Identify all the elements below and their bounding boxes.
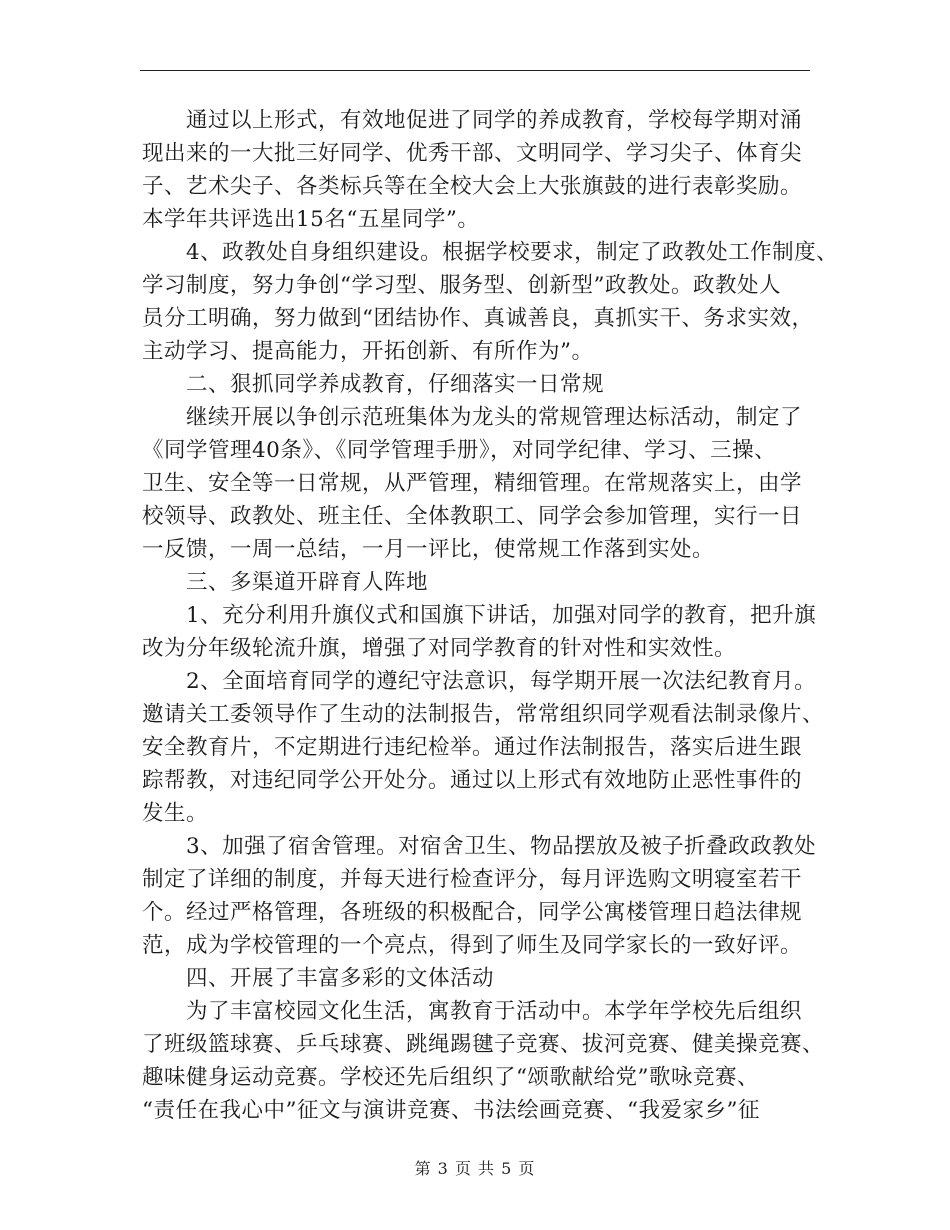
text-line: 1、充分利用升旗仪式和国旗下讲话，加强对同学的教育，把升旗	[186, 603, 817, 628]
text-line: 员分工明确，努力做到“团结协作、真诚善良，真抓实干、务求实效，	[142, 306, 814, 331]
text-line: 4、政教处自身组织建设。根据学校要求，制定了政教处工作制度、	[186, 240, 839, 265]
text-line: 安全教育片，不定期进行违纪检举。通过作法制报告，落实后进生跟	[142, 735, 803, 760]
text-line: 一反馈，一周一总结，一月一评比，使常规工作落到实处。	[142, 537, 715, 562]
text-line: 继续开展以争创示范班集体为龙头的常规管理达标活动，制定了	[186, 405, 803, 430]
text-line: 邀请关工委领导作了生动的法制报告，常常组织同学观看法制录像片、	[142, 702, 825, 727]
text-line: 学习制度，努力争创“学习型、服务型、创新型”政教处。政教处人	[142, 273, 781, 298]
text-line: 3、加强了宿舍管理。对宿舍卫生、物品摆放及被子折叠政政教处	[186, 834, 817, 859]
text-line: 发生。	[142, 801, 209, 826]
document-body	[142, 104, 839, 1127]
text-line: 主动学习、提高能力，开拓创新、有所作为”。	[142, 339, 594, 364]
section-heading: 二、狠抓同学养成教育，仔细落实一日常规	[186, 372, 605, 397]
text-line: 现出来的一大批三好同学、优秀干部、文明同学、学习尖子、体育尖	[142, 141, 803, 166]
text-line: 通过以上形式，有效地促进了同学的养成教育，学校每学期对涌	[186, 108, 803, 133]
text-line: “责任在我心中”征文与演讲竞赛、书法绘画竞赛、“我爱家乡”征	[142, 1098, 760, 1123]
text-line: 本学年共评选出15名“五星同学”。	[142, 207, 480, 232]
text-line: 踪帮教，对违纪同学公开处分。通过以上形式有效地防止恶性事件的	[142, 768, 803, 793]
text-line: 子、艺术尖子、各类标兵等在全校大会上大张旗鼓的进行表彰奖励。	[142, 174, 803, 199]
text-line: 制定了详细的制度，并每天进行检查评分，每月评选购文明寝室若干	[142, 867, 803, 892]
header-rule	[140, 70, 810, 71]
text-line: 2、全面培育同学的遵纪守法意识，每学期开展一次法纪教育月。	[186, 669, 817, 694]
text-line: 为了丰富校园文化生活，寓教育于活动中。本学年学校先后组织	[186, 999, 803, 1024]
text-line: 趣味健身运动竞赛。学校还先后组织了“颂歌献给党”歌咏竞赛、	[142, 1065, 759, 1090]
text-line: 改为分年级轮流升旗，增强了对同学教育的针对性和实效性。	[142, 636, 737, 661]
text-line: 卫生、安全等一日常规，从严管理，精细管理。在常规落实上，由学	[142, 471, 803, 496]
section-heading: 四、开展了丰富多彩的文体活动	[186, 966, 495, 991]
text-line: 了班级篮球赛、乒乓球赛、跳绳踢毽子竞赛、拔河竞赛、健美操竞赛、	[142, 1032, 825, 1057]
text-line: 范，成为学校管理的一个亮点，得到了师生及同学家长的一致好评。	[142, 933, 803, 958]
page-number: 第 3 页 共 5 页	[414, 1159, 536, 1178]
text-line: 校领导、政教处、班主任、全体教职工、同学会参加管理，实行一日	[142, 504, 803, 529]
section-heading: 三、多渠道开辟育人阵地	[186, 570, 429, 595]
text-line: 《同学管理40条》、《同学管理手册》，对同学纪律、学习、三操、	[142, 438, 777, 463]
text-line: 个。经过严格管理，各班级的积极配合，同学公寓楼管理日趋法律规	[142, 900, 803, 925]
